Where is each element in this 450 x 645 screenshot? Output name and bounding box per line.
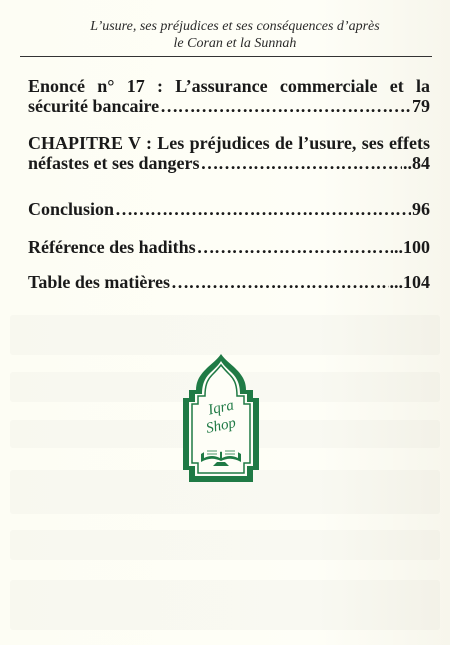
show-through-block bbox=[10, 315, 440, 355]
dot-leader bbox=[160, 96, 411, 116]
toc-entry-chapitre-5[interactable] bbox=[28, 133, 430, 173]
toc-entry-reference-hadiths[interactable] bbox=[28, 237, 430, 257]
dot-leader bbox=[115, 199, 411, 219]
toc-entry-title-line-2 bbox=[28, 153, 430, 173]
iqra-shop-logo bbox=[171, 350, 271, 490]
show-through-block bbox=[10, 580, 440, 630]
toc-entry-title-line-1: CHAPITRE V : Les préjudices de l’usure, ses effets bbox=[28, 133, 430, 153]
toc-entry-title-line-2 bbox=[28, 96, 430, 116]
toc-page-number: 79 bbox=[412, 96, 430, 116]
toc-entry-enonce-17[interactable] bbox=[28, 76, 430, 116]
toc-entry-title-line-1: Enoncé n° 17 : L’assurance commerciale et la bbox=[28, 76, 430, 96]
toc-page-number: ..84 bbox=[403, 153, 430, 173]
logo-emblem bbox=[171, 350, 271, 490]
dot-leader bbox=[171, 272, 389, 292]
toc-entry-title-text: sécurité bancaire bbox=[28, 96, 160, 116]
toc-entry-conclusion[interactable] bbox=[28, 199, 430, 219]
logo-text-shop: Shop bbox=[204, 415, 238, 437]
toc-entry-title-text: Référence des hadiths bbox=[28, 237, 196, 257]
toc-page-number: ...104 bbox=[389, 272, 430, 292]
toc-page-number: ..100 bbox=[394, 237, 430, 257]
toc-entry-title-text: Conclusion bbox=[28, 199, 115, 219]
toc-entry-table-des-matieres[interactable] bbox=[28, 272, 430, 292]
dot-leader bbox=[200, 153, 402, 173]
toc-entry-title-text: Table des matières bbox=[28, 272, 170, 292]
running-header-line-1: L’usure, ses préjudices et ses conséquences d’après bbox=[90, 19, 380, 34]
running-header bbox=[50, 18, 420, 52]
logo-text-iqra: Iqra bbox=[206, 397, 236, 419]
toc-entry-title-text: néfastes et ses dangers bbox=[28, 153, 200, 173]
running-header-line-2: le Coran et la Sunnah bbox=[173, 36, 297, 51]
dot-leader bbox=[197, 237, 393, 257]
header-rule bbox=[20, 56, 432, 57]
toc-page-number: 96 bbox=[412, 199, 430, 219]
show-through-block bbox=[10, 530, 440, 560]
